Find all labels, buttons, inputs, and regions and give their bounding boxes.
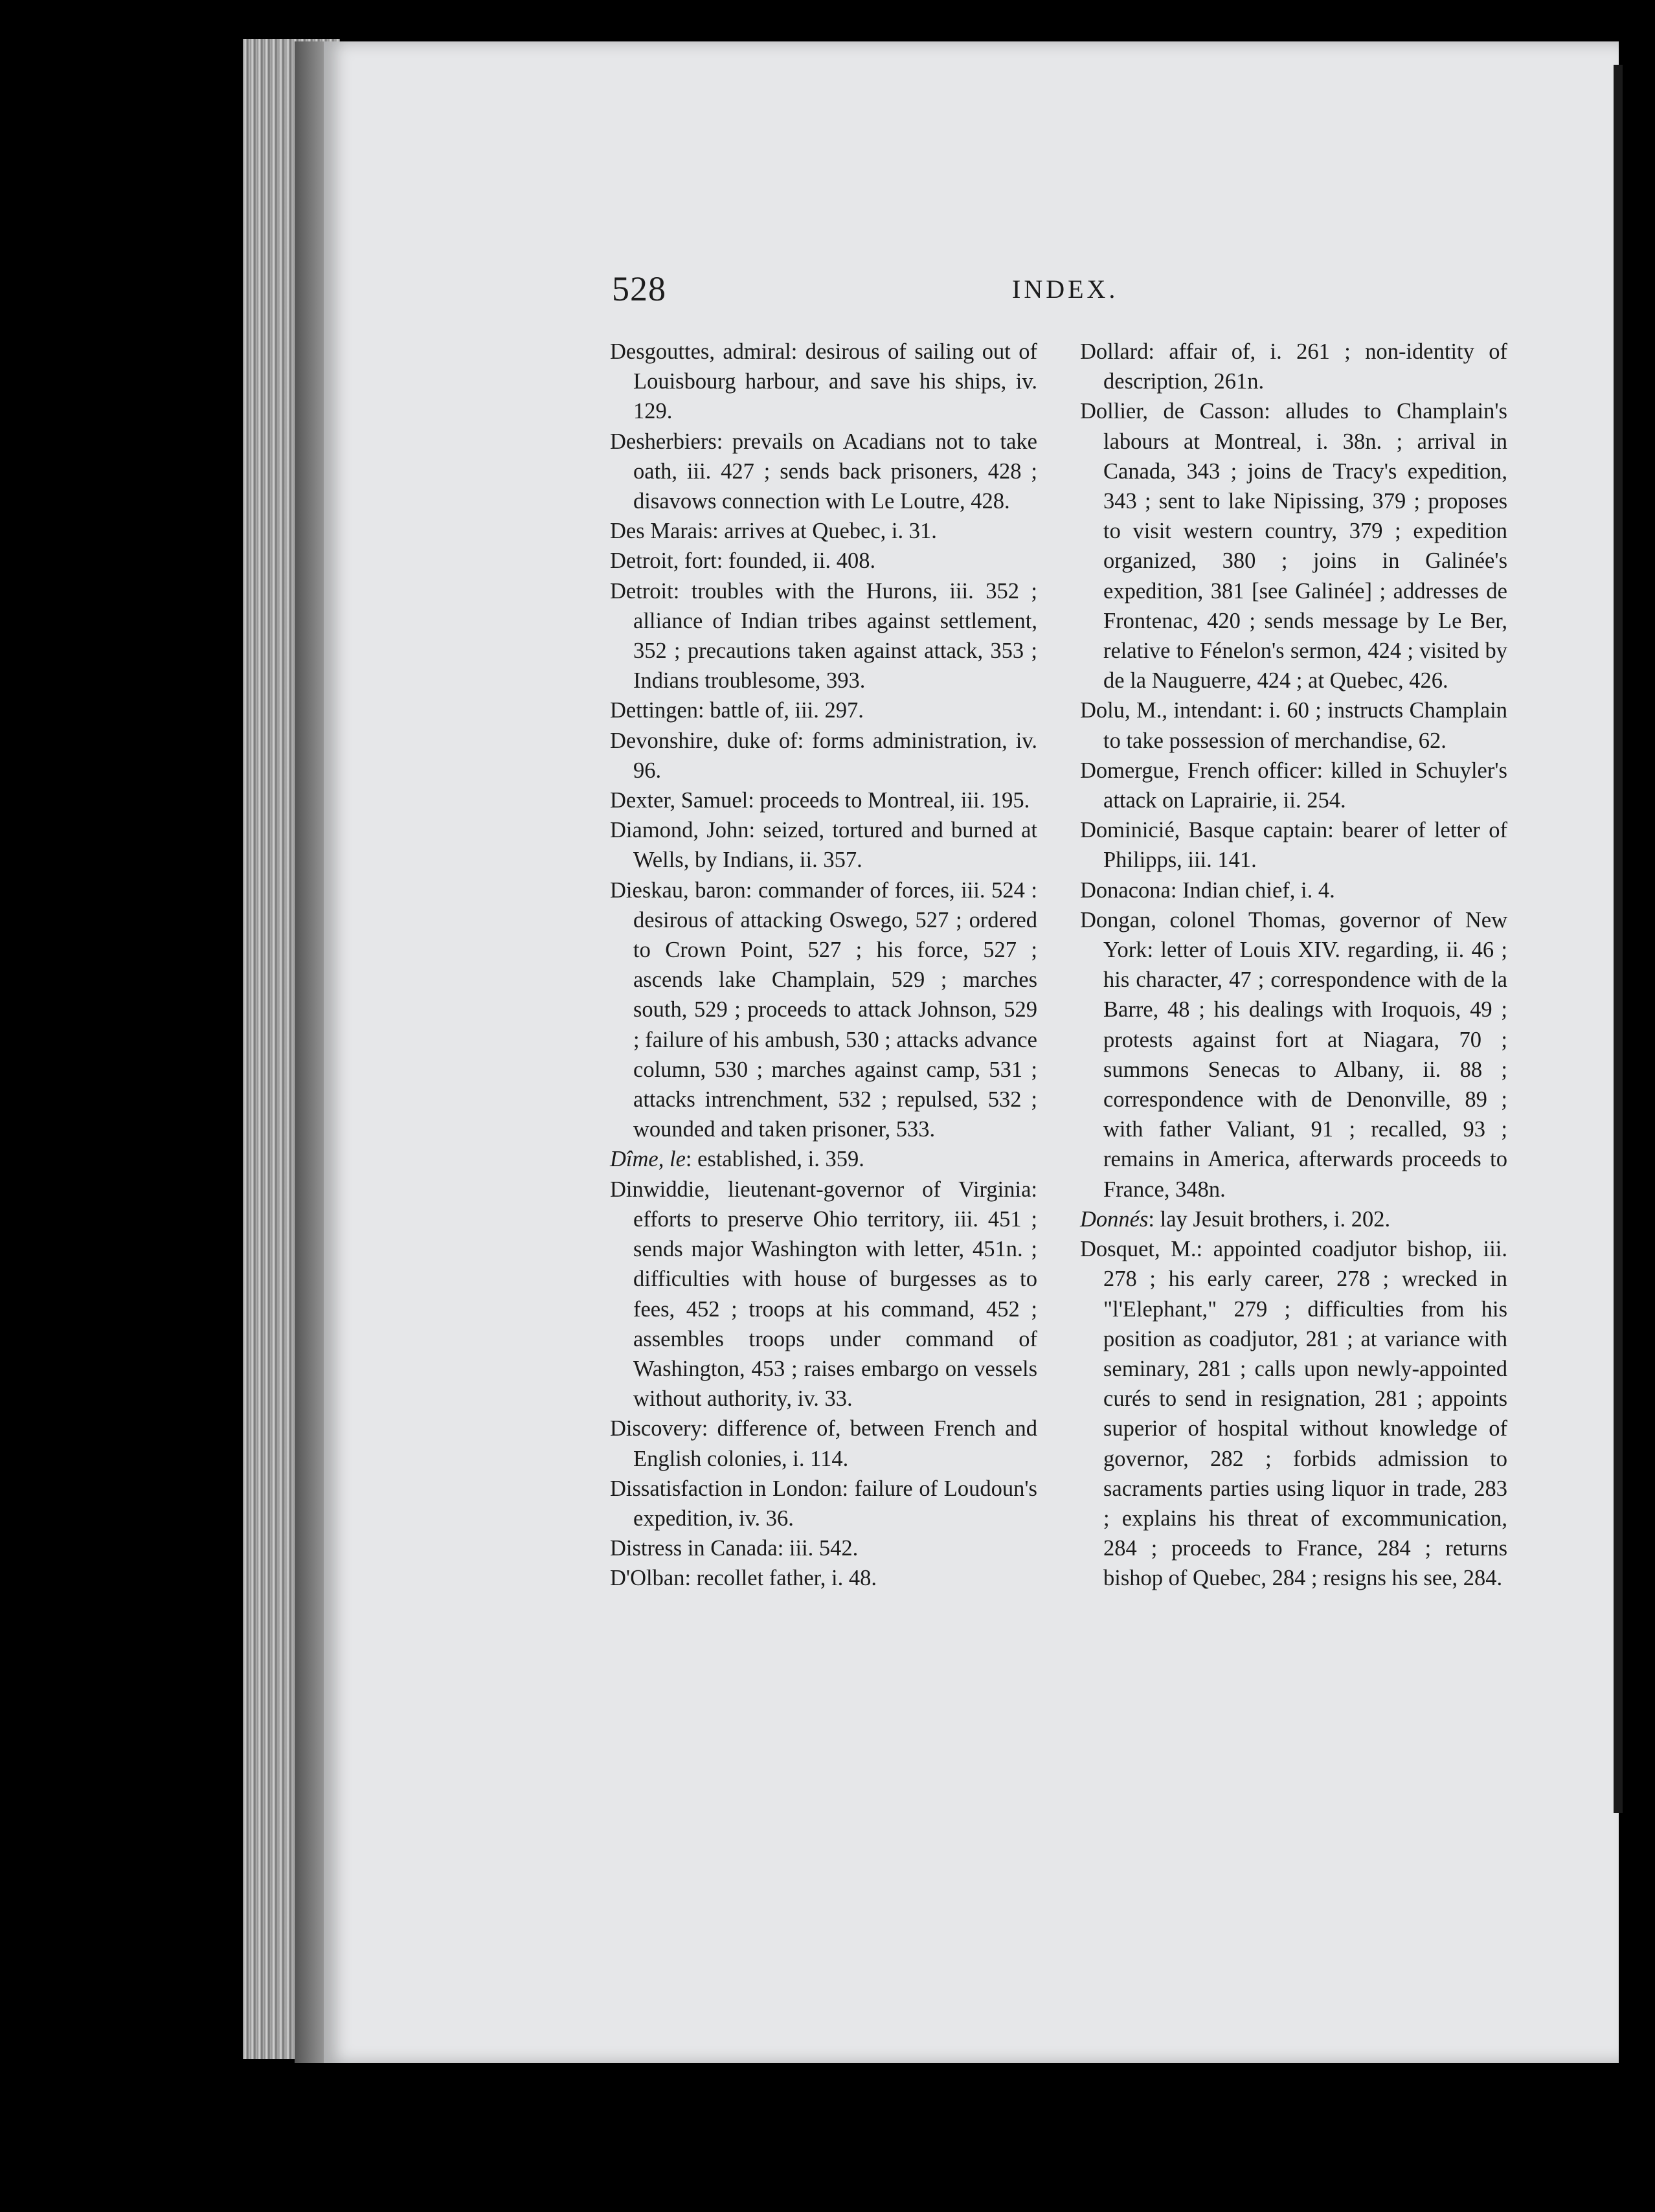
index-entry-text: : forms administration, iv. 96. bbox=[633, 728, 1037, 783]
index-entry-term: Donacona bbox=[1080, 877, 1171, 903]
running-head: INDEX. bbox=[1012, 275, 1119, 304]
index-entry-term: Dinwiddie, lieutenant-governor of Virginia bbox=[610, 1177, 1031, 1202]
index-entry bbox=[610, 337, 1037, 427]
index-entry-term: Dominicié, Basque captain bbox=[1080, 818, 1328, 843]
index-entry-term: Donnés bbox=[1080, 1206, 1149, 1232]
index-entry bbox=[610, 695, 1037, 725]
index-entry-text: : seized, tortured and burned at Wells, by Indians, ii. 357. bbox=[633, 818, 1037, 873]
index-entry-term: Dîme, le bbox=[610, 1147, 686, 1172]
index-entry bbox=[1080, 396, 1507, 695]
index-entry-text: : battle of, iii. 297. bbox=[698, 698, 864, 723]
index-entry-text: : failure of Loudoun's expedition, iv. 36. bbox=[633, 1476, 1037, 1531]
gutter-shadow bbox=[295, 41, 327, 2063]
index-entry-text: : arrives at Quebec, i. 31. bbox=[712, 519, 937, 544]
index-entry-text: : Indian chief, i. 4. bbox=[1170, 877, 1335, 903]
index-entry bbox=[610, 576, 1037, 696]
index-entry-term: Detroit bbox=[610, 578, 673, 604]
index-entry-term: Detroit, fort bbox=[610, 548, 717, 574]
index-entry-term: Diamond, John bbox=[610, 818, 749, 843]
index-entry bbox=[610, 726, 1037, 785]
index-entry bbox=[610, 516, 1037, 546]
index-entry-text: : bearer of letter of Philipps, iii. 141. bbox=[1103, 818, 1507, 873]
index-entry-text: : appointed coadjutor bishop, iii. 278 ; his early career, 278 ; wrecked in "l'Elephant," 279 ; difficulties from his position as coadjutor, 281 ; at variance with seminary, 281 ; calls upon newly-appointed curés to send in resignation, 281 ; appoints superior of hospital without knowledge of governor, 282 ; forbids admission to sacraments parties using liquor in trade, 283 ; explains his threat of excommunication, 284 ; proceeds to France, 284 ; returns bishop of Quebec, 284 ; resigns his see, 284. bbox=[1103, 1237, 1507, 1591]
page-number: 528 bbox=[612, 269, 666, 308]
index-entry-text: : proceeds to Montreal, iii. 195. bbox=[748, 788, 1030, 813]
index-entry-text: : efforts to preserve Ohio territory, iii. 451 ; sends major Washington with letter, 451n. ; difficulties with house of burgesses as to fees, 452 ; troops at his command, 452 ; assembles troops under command of Washington, 453 ; raises embargo on vessels without authority, iv. 33. bbox=[633, 1177, 1037, 1412]
index-entry-text: : established, i. 359. bbox=[685, 1147, 864, 1172]
index-column-left bbox=[610, 337, 1037, 1594]
index-entry-term: Dollier, de Casson bbox=[1080, 399, 1265, 424]
index-entry-term: Desgouttes, admiral bbox=[610, 339, 791, 364]
index-entry-term: Dexter, Samuel bbox=[610, 788, 749, 813]
page-header bbox=[612, 269, 1515, 321]
index-entry-text: : letter of Louis XIV. regarding, ii. 46 ; his character, 47 ; correspondence with de la Barre, 48 ; his dealings with Iroquois, 49 ; protests against fort at Niagara, 70 ; summons Senecas to Albany, ii. 88 ; correspondence with de Denonville, 89 ; with father Valiant, 91 ; recalled, 93 ; remains in America, afterwards proceeds to France, 348n. bbox=[1103, 938, 1507, 1202]
index-entry-text: : troubles with the Hurons, iii. 352 ; alliance of Indian tribes against settlement, 352 ; precautions taken against attack, 353 ; Indians troublesome, 393. bbox=[633, 578, 1037, 694]
index-entry-term: Domergue, French officer bbox=[1080, 758, 1317, 783]
index-entry-term: Des Marais bbox=[610, 519, 713, 544]
index-entry bbox=[1080, 875, 1507, 905]
index-entry-term: D'Olban bbox=[610, 1566, 685, 1591]
index-entry bbox=[1080, 337, 1507, 396]
index-entry bbox=[1080, 756, 1507, 815]
index-entry-term: Dettingen bbox=[610, 698, 699, 723]
index-entry-term: Dosquet, M. bbox=[1080, 1237, 1197, 1262]
index-entry-text: : prevails on Acadians not to take oath, iii. 427 ; sends back prisoners, 428 ; disavows connection with Le Loutre, 428. bbox=[633, 429, 1037, 514]
index-entry-term: Dolu, M., intendant bbox=[1080, 698, 1257, 723]
index-entry-text: : iii. 542. bbox=[777, 1536, 859, 1561]
index-entry bbox=[1080, 1234, 1507, 1593]
index-entry-term: Dollard bbox=[1080, 339, 1149, 364]
index-entry bbox=[610, 785, 1037, 815]
index-entry bbox=[610, 1175, 1037, 1414]
index-column-right bbox=[1080, 337, 1507, 1594]
index-entry-text: : founded, ii. 408. bbox=[716, 548, 876, 574]
index-entry-term: Dieskau, baron bbox=[610, 877, 746, 903]
index-entry-text: : i. 60 ; instructs Champlain to take possession of merchandise, 62. bbox=[1103, 698, 1508, 753]
index-entry bbox=[1080, 905, 1507, 1204]
index-entry bbox=[1080, 695, 1507, 755]
index-entry-term: Dongan, colonel Thomas, governor of New York bbox=[1080, 907, 1507, 963]
index-entry bbox=[610, 815, 1037, 875]
index-entry-text: : lay Jesuit brothers, i. 202. bbox=[1148, 1206, 1391, 1232]
index-entry-text: : alludes to Champlain's labours at Montreal, i. 38n. ; arrival in Canada, 343 ; joins de Tracy's expedition, 343 ; sent to lake Nipissing, 379 ; proposes to visit western country, 379 ; expedition organized, 380 ; joins in Galinée's expedition, 381 [see Galinée] ; addresses de Frontenac, 420 ; sends message by Le Ber, relative to Fénelon's sermon, 424 ; visited by de la Nauguerre, 424 ; at Quebec, 426. bbox=[1103, 399, 1507, 694]
index-entry-text: : recollet father, i. 48. bbox=[684, 1566, 877, 1591]
index-entry-text: : desirous of sailing out of Louisbourg harbour, and save his ships, iv. 129. bbox=[633, 339, 1037, 424]
index-entry bbox=[610, 1414, 1037, 1473]
index-entry bbox=[1080, 1204, 1507, 1234]
index-entry bbox=[610, 1533, 1037, 1563]
index-entry-term: Distress in Canada bbox=[610, 1536, 778, 1561]
index-entry-term: Dissatisfaction in London bbox=[610, 1476, 842, 1501]
index-entry bbox=[610, 1144, 1037, 1174]
index-entry-term: Devonshire, duke of bbox=[610, 728, 798, 753]
index-entry bbox=[1080, 815, 1507, 875]
index-entry bbox=[610, 427, 1037, 517]
index-entry bbox=[610, 546, 1037, 576]
index-entry-term: Discovery bbox=[610, 1416, 702, 1441]
index-entry bbox=[610, 875, 1037, 1145]
index-entry-text: : commander of forces, iii. 524 : desirous of attacking Oswego, 527 ; ordered to Crown Point, 527 ; his force, 527 ; ascends lake Champlain, 529 ; marches south, 529 ; proceeds to attack Johnson, 529 ; failure of his ambush, 530 ; attacks advance column, 530 ; marches against camp, 531 ; attacks intrenchment, 532 ; repulsed, 532 ; wounded and taken prisoner, 533. bbox=[633, 877, 1037, 1142]
index-entry-text: : affair of, i. 261 ; non-identity of description, 261n. bbox=[1103, 339, 1507, 394]
facing-page-edge bbox=[1614, 65, 1623, 1813]
index-entry bbox=[610, 1563, 1037, 1593]
index-entry-text: : killed in Schuyler's attack on Laprairie, ii. 254. bbox=[1103, 758, 1507, 813]
index-entry-term: Desherbiers bbox=[610, 429, 717, 454]
index-entry bbox=[610, 1474, 1037, 1533]
index-entry-text: : difference of, between French and English colonies, i. 114. bbox=[633, 1416, 1037, 1471]
